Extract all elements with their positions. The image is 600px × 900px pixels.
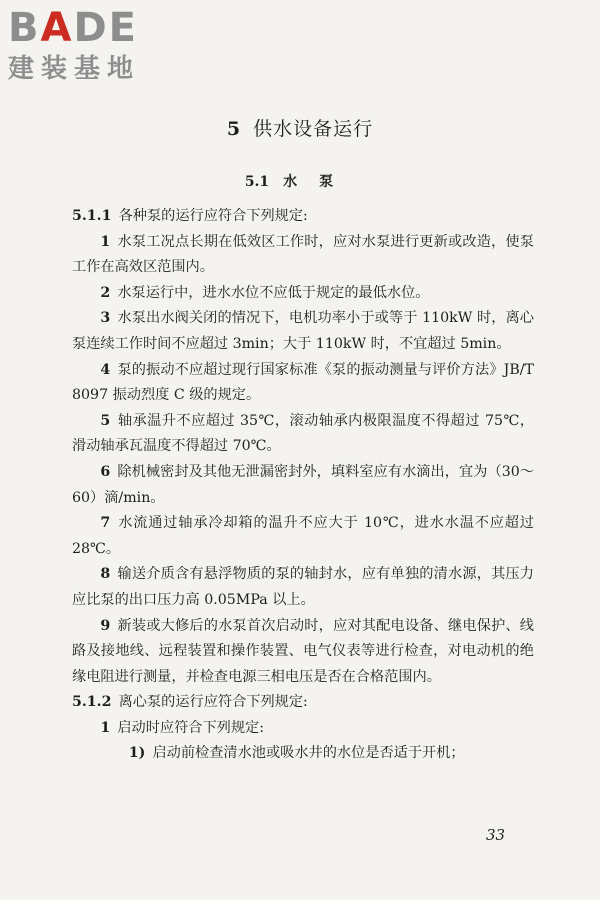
- paragraph-number: 6: [100, 463, 111, 480]
- paragraph-number: 9: [100, 617, 111, 634]
- clause-paragraph: [72, 690, 534, 716]
- paragraph-number: 5.1.1: [72, 208, 112, 224]
- clause-paragraph: [72, 204, 534, 230]
- item-paragraph: [72, 562, 534, 613]
- paragraph-text: 轴承温升不应超过 35℃，滚动轴承内极限温度不得超过 75℃，滑动轴承瓦温度不得超过 70℃。: [72, 412, 534, 455]
- paragraph-text: 新装或大修后的水泵首次启动时，应对其配电设备、继电保护、线路及接地线、远程装置和操作装置、电气仪表等进行检查，对电动机的绝缘电阻进行测量，并检查电源三相电压是否在合格范围内。: [72, 617, 534, 685]
- paragraph-text: 水泵出水阀关闭的情况下，电机功率小于或等于 110kW 时，离心泵连续工作时间不应超过 3min；大于 110kW 时，不宜超过 5min。: [72, 310, 534, 352]
- paragraph-text: 水流通过轴承冷却箱的温升不应大于 10℃，进水水温不应超过 28℃。: [72, 515, 534, 557]
- logo-subtitle: 建装基地: [8, 54, 141, 84]
- item-paragraph: [72, 409, 534, 460]
- paragraph-text: 启动前检查清水池或吸水井的水位是否适于开机；: [152, 745, 465, 762]
- paragraph-number: 1): [128, 745, 146, 762]
- paragraph-text: 输送介质含有悬浮物质的泵的轴封水，应有单独的清水源，其压力应比泵的出口压力高 0.05MPa 以上。: [72, 566, 534, 608]
- chapter-title-text: 供水设备运行: [253, 118, 374, 140]
- paragraph-number: 7: [100, 515, 111, 532]
- paragraph-text: 水泵运行中，进水水位不应低于规定的最低水位。: [117, 284, 430, 301]
- paragraph-number: 5.1.2: [72, 694, 112, 711]
- section-title-text: 水泵: [283, 174, 356, 190]
- item-paragraph: [72, 460, 534, 511]
- paragraph-number: 4: [100, 361, 111, 378]
- paragraph-number: 1: [100, 233, 111, 250]
- paragraph-text: 离心泵的运行应符合下列规定:: [118, 694, 308, 711]
- item-paragraph: [72, 511, 534, 562]
- paragraph-text: 水泵工况点长期在低效区工作时，应对水泵进行更新或改造，使泵工作在高效区范围内。: [72, 233, 534, 276]
- chapter-title: [0, 114, 600, 141]
- item-paragraph: [72, 716, 534, 742]
- chapter-number: 5: [226, 118, 242, 140]
- paragraph-text: 启动时应符合下列规定:: [117, 719, 265, 736]
- item-paragraph: [72, 614, 534, 691]
- logo: [8, 6, 178, 86]
- paragraph-text: 各种泵的运行应符合下列规定:: [118, 208, 308, 224]
- paragraph-text: 除机械密封及其他无泄漏密封外，填料室应有水滴出，宜为（30～60）滴/min。: [72, 463, 534, 506]
- item-paragraph: [72, 358, 534, 409]
- paragraph-number: 2: [100, 284, 111, 301]
- paragraph-text: 泵的振动不应超过现行国家标准《泵的振动测量与评价方法》JB/T 8097 振动烈度 C 级的规定。: [72, 361, 534, 404]
- item-paragraph: [72, 281, 534, 307]
- section-title: [0, 171, 600, 191]
- paragraph-number: 3: [100, 310, 111, 327]
- item-paragraph: [72, 230, 534, 281]
- paragraph-number: 1: [100, 719, 111, 736]
- page-number: 33: [486, 826, 506, 844]
- paragraph-number: 8: [100, 566, 111, 583]
- body-text: [72, 204, 534, 767]
- item-paragraph: [72, 306, 534, 357]
- paragraph-number: 5: [100, 412, 111, 429]
- logo-mark: BADE: [8, 5, 138, 51]
- subitem-paragraph: [72, 741, 534, 767]
- section-number: 5.1: [244, 174, 270, 190]
